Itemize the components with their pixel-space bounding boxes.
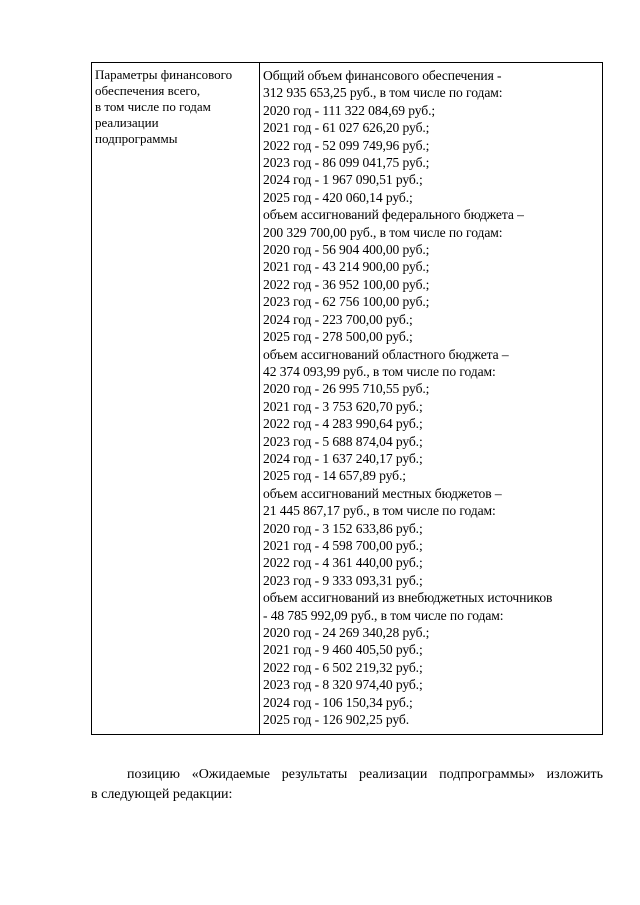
year-amount-line: 2022 год - 52 099 749,96 руб.;	[263, 137, 430, 153]
regional-budget-line: 42 374 093,99 руб., в том числе по годам:	[263, 363, 496, 379]
financing-parameters-table	[91, 62, 603, 735]
year-amount-line: 2025 год - 14 657,89 руб.;	[263, 468, 406, 484]
year-amount-line: 2020 год - 111 322 084,69 руб.;	[263, 102, 436, 118]
year-amount-line: 2021 год - 4 598 700,00 руб.;	[263, 537, 423, 553]
parameter-name-line: обеспечения всего,	[95, 83, 201, 98]
year-amount-line: 2024 год - 1 637 240,17 руб.;	[263, 450, 423, 466]
total-financing-line: Общий объем финансового обеспечения -	[263, 68, 502, 83]
local-budget-line: 21 445 867,17 руб., в том числе по годам:	[263, 503, 496, 519]
amendment-paragraph	[91, 765, 603, 805]
year-amount-line: 2023 год - 8 320 974,40 руб.;	[263, 677, 423, 693]
year-amount-line: 2020 год - 24 269 340,28 руб.;	[263, 625, 430, 640]
year-amount-line: 2020 год - 56 904 400,00 руб.;	[263, 242, 430, 258]
parameter-name-cell	[92, 63, 260, 735]
year-amount-line: 2022 год - 36 952 100,00 руб.;	[263, 276, 430, 292]
year-amount-line: 2021 год - 9 460 405,50 руб.;	[263, 642, 423, 658]
extrabudgetary-line: объем ассигнований из внебюджетных источников	[263, 590, 553, 606]
federal-budget-line: объем ассигнований федерального бюджета –	[263, 207, 524, 223]
year-amount-line: 2022 год - 6 502 219,32 руб.;	[263, 659, 423, 675]
extrabudgetary-line: - 48 785 992,09 руб., в том числе по годам:	[263, 607, 504, 623]
year-amount-line: 2022 год - 4 283 990,64 руб.;	[263, 416, 423, 432]
parameter-value-cell	[260, 63, 603, 735]
year-amount-line: 2023 год - 5 688 874,04 руб.;	[263, 433, 423, 449]
year-amount-line: 2020 год - 3 152 633,86 руб.;	[263, 520, 423, 536]
year-amount-line: 2025 год - 126 902,25 руб.	[263, 712, 409, 728]
year-amount-line: 2020 год - 26 995 710,55 руб.;	[263, 381, 430, 397]
paragraph-line: в следующей редакции:	[91, 787, 233, 802]
year-amount-line: 2024 год - 1 967 090,51 руб.;	[263, 172, 423, 188]
year-amount-line: 2021 год - 3 753 620,70 руб.;	[263, 398, 423, 414]
year-amount-line: 2023 год - 62 756 100,00 руб.;	[263, 294, 430, 310]
year-amount-line: 2021 год - 43 214 900,00 руб.;	[263, 259, 430, 275]
year-amount-line: 2022 год - 4 361 440,00 руб.;	[263, 555, 423, 571]
year-amount-line: 2023 год - 9 333 093,31 руб.;	[263, 572, 423, 588]
year-amount-line: 2024 год - 223 700,00 руб.;	[263, 311, 413, 327]
parameter-name-line: Параметры финансового	[95, 67, 233, 82]
parameter-name-line: реализации	[95, 115, 159, 130]
regional-budget-line: объем ассигнований областного бюджета –	[263, 346, 509, 362]
parameter-name-line: в том числе по годам	[95, 99, 211, 114]
parameter-name-line: подпрограммы	[95, 131, 178, 146]
year-amount-line: 2021 год - 61 027 626,20 руб.;	[263, 120, 430, 136]
year-amount-line: 2024 год - 106 150,34 руб.;	[263, 694, 413, 710]
total-financing-line: 312 935 653,25 руб., в том числе по годам:	[263, 85, 503, 101]
paragraph-line: позицию «Ожидаемые результаты реализации подпрограммы» изложить	[127, 767, 603, 782]
federal-budget-line: 200 329 700,00 руб., в том числе по годам:	[263, 224, 503, 240]
year-amount-line: 2025 год - 278 500,00 руб.;	[263, 329, 413, 345]
table-row	[92, 63, 603, 735]
year-amount-line: 2025 год - 420 060,14 руб.;	[263, 189, 413, 205]
year-amount-line: 2023 год - 86 099 041,75 руб.;	[263, 155, 430, 171]
local-budget-line: объем ассигнований местных бюджетов –	[263, 485, 502, 501]
